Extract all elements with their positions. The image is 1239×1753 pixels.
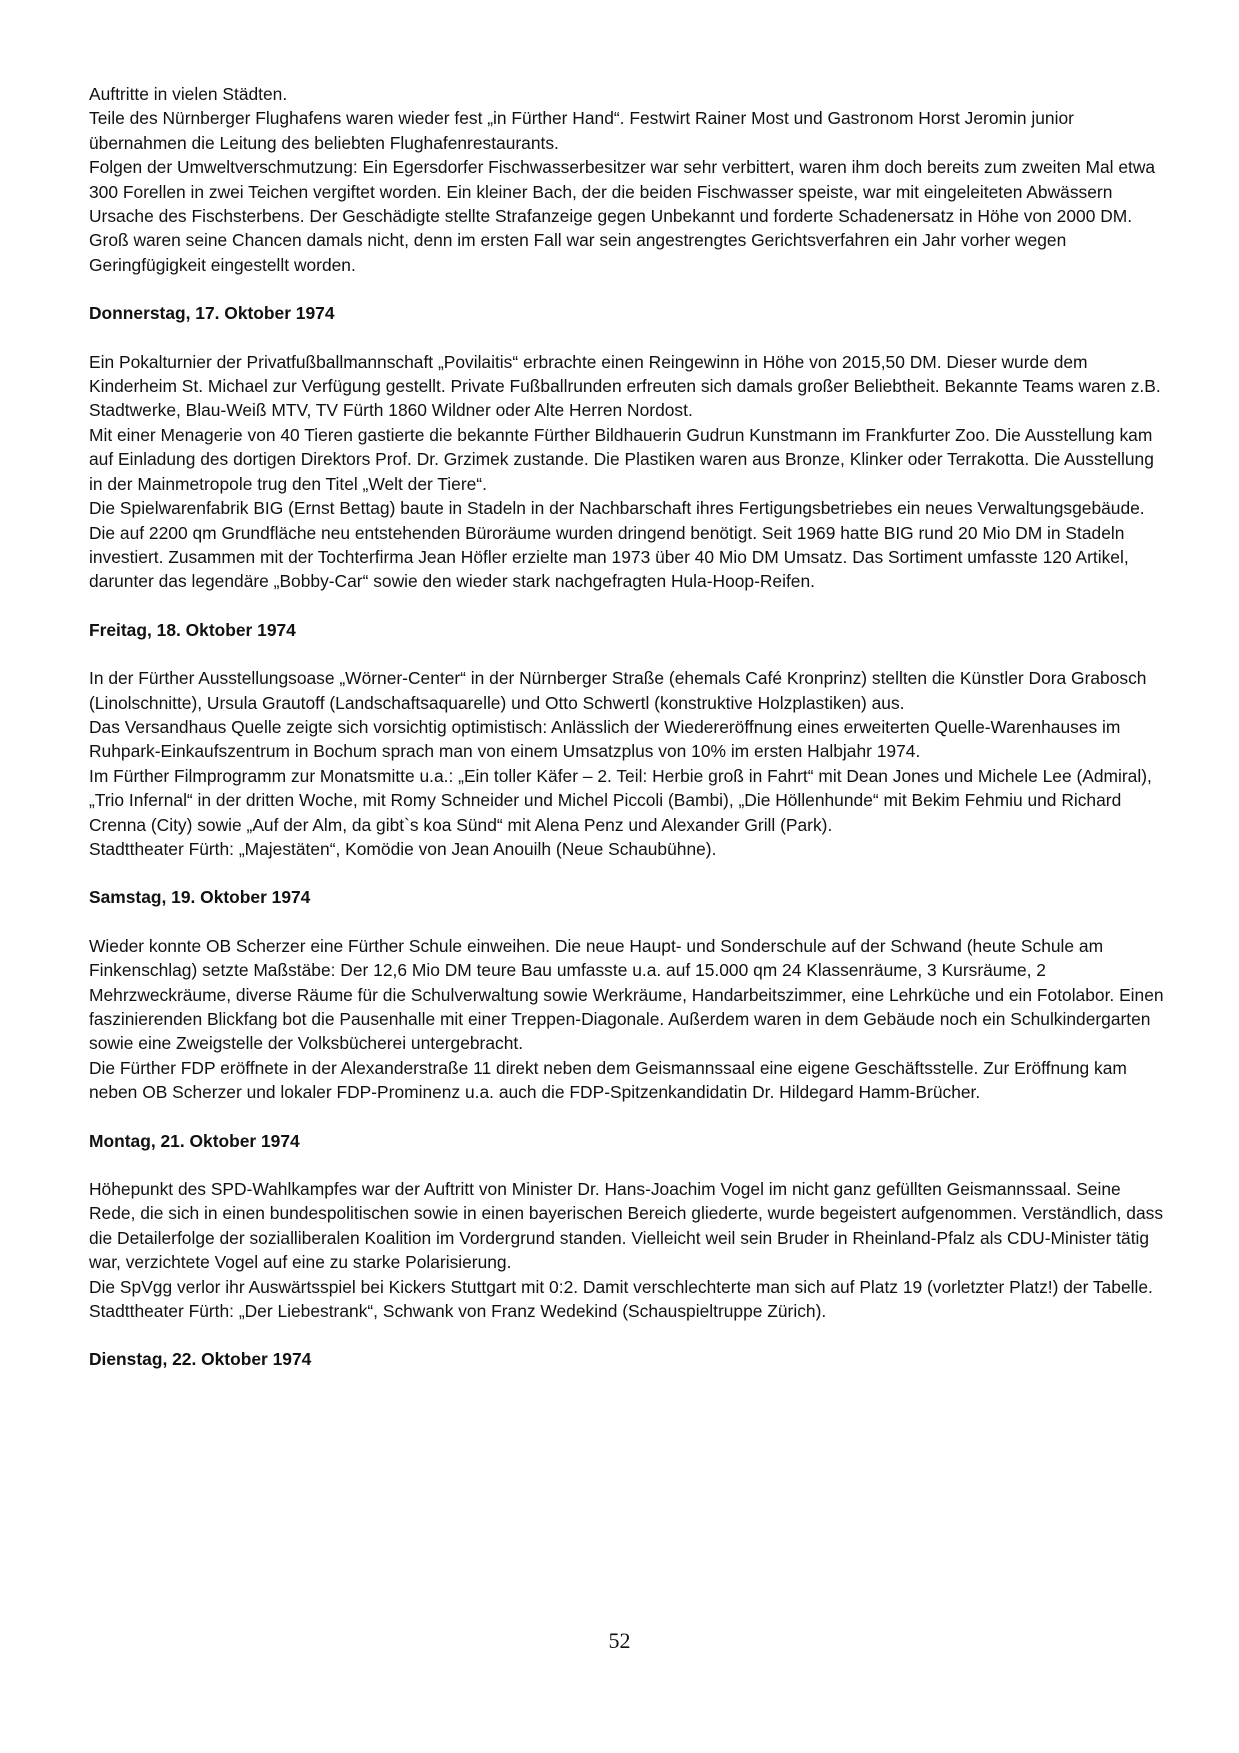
page-number: 52	[608, 1628, 631, 1653]
section-spacer	[89, 910, 1169, 934]
paragraph: Stadttheater Fürth: „Der Liebestrank“, Schwank von Franz Wedekind (Schauspieltruppe Zürich).	[89, 1301, 827, 1322]
document-page	[89, 82, 1169, 1372]
section-spacer	[89, 594, 1169, 618]
section-spacer	[89, 642, 1169, 666]
paragraph: Stadttheater Fürth: „Majestäten“, Komödie von Jean Anouilh (Neue Schaubühne).	[89, 838, 717, 859]
intro-paragraph: Folgen der Umweltverschmutzung: Ein Egersdorfer Fischwasserbesitzer war sehr verbittert, waren ihm doch bereits zum zweiten Mal etwa 300 Forellen in zwei Teichen vergiftet worden. Ein kleiner Bach, der die beiden Fischwasser speiste, war mit eingeleiteten Abwässern Ursache des Fischsterbens. Der Geschädigte stellte Strafanzeige gegen Unbekannt und forderte Schadenersatz in Höhe von 2000 DM. Groß waren seine Chancen damals nicht, denn im ersten Fall war sein angestrengtes Gerichtsverfahren ein Jahr vorher wegen Geringfügigkeit eingestellt worden.	[89, 157, 1156, 275]
paragraph: Mit einer Menagerie von 40 Tieren gastierte die bekannte Fürther Bildhauerin Gudrun Kunstmann im Frankfurter Zoo. Die Ausstellung kam auf Einladung des dortigen Direktors Prof. Dr. Grzimek zustande. Die Plastiken waren aus Bronze, Klinker oder Terrakotta. Die Ausstellung in der Mainmetropole trug den Titel „Welt der Tiere“.	[89, 424, 1154, 494]
date-heading: Donnerstag, 17. Oktober 1974	[89, 303, 335, 324]
intro-paragraph: Auftritte in vielen Städten.	[89, 84, 288, 104]
paragraph: Wieder konnte OB Scherzer eine Fürther Schule einweihen. Die neue Haupt- und Sonderschule auf der Schwand (heute Schule am Finkenschlag) setzte Maßstäbe: Der 12,6 Mio DM teure Bau umfasste u.a. auf 15.000 qm 24 Klassenräume, 3 Kursräume, 2 Mehrzweckräume, diverse Räume für die Schulverwaltung sowie Werkräume, Handarbeitszimmer, eine Lehrküche und ein Fotolabor. Einen faszinierenden Blickfang bot die Pausenhalle mit einer Treppen-Diagonale. Außerdem waren in dem Gebäude noch ein Schulkindergarten sowie eine Zweigstelle der Volksbücherei untergebracht.	[89, 935, 1164, 1054]
section-spacer	[89, 277, 1169, 301]
paragraph: Das Versandhaus Quelle zeigte sich vorsichtig optimistisch: Anlässlich der Wiedereröffnung eines erweiterten Quelle-Warenhauses im Ruhpark-Einkaufszentrum in Bochum sprach man von einem Umsatzplus von 10% im ersten Halbjahr 1974.	[89, 716, 1121, 762]
date-heading: Dienstag, 22. Oktober 1974	[89, 1349, 312, 1370]
paragraph: Die Fürther FDP eröffnete in der Alexanderstraße 11 direkt neben dem Geismannssaal eine eigene Geschäftsstelle. Zur Eröffnung kam neben OB Scherzer und lokaler FDP-Prominenz u.a. auch die FDP-Spitzenkandidatin Dr. Hildegard Hamm-Brücher.	[89, 1057, 1127, 1103]
intro-paragraph: Teile des Nürnberger Flughafens waren wieder fest „in Fürther Hand“. Festwirt Rainer Most und Gastronom Horst Jeromin junior übernahmen die Leitung des beliebten Flughafenrestaurants.	[89, 108, 1074, 153]
paragraph: In der Fürther Ausstellungsoase „Wörner-Center“ in der Nürnberger Straße (ehemals Café Kronprinz) stellten die Künstler Dora Grabosch (Linolschnitte), Ursula Grautoff (Landschaftsaquarelle) und Otto Schwertl (konstruktive Holzplastiken) aus.	[89, 668, 1147, 713]
section-spacer	[89, 1323, 1169, 1347]
section-spacer	[89, 326, 1169, 350]
paragraph: Die SpVgg verlor ihr Auswärtsspiel bei Kickers Stuttgart mit 0:2. Damit verschlechterte man sich auf Platz 19 (vorletzter Platz!) der Tabelle.	[89, 1276, 1153, 1297]
section-spacer	[89, 861, 1169, 885]
date-heading: Montag, 21. Oktober 1974	[89, 1130, 300, 1151]
date-heading: Samstag, 19. Oktober 1974	[89, 887, 311, 908]
section-spacer	[89, 1105, 1169, 1129]
date-heading: Freitag, 18. Oktober 1974	[89, 619, 296, 640]
paragraph: Die Spielwarenfabrik BIG (Ernst Bettag) baute in Stadeln in der Nachbarschaft ihres Fertigungsbetriebes ein neues Verwaltungsgebäude. Die auf 2200 qm Grundfläche neu entstehenden Büroräume wurden dringend benötigt. Seit 1969 hatte BIG rund 20 Mio DM in Stadeln investiert. Zusammen mit der Tochterfirma Jean Höfler erzielte man 1973 über 40 Mio DM Umsatz. Das Sortiment umfasste 120 Artikel, darunter das legendäre „Bobby-Car“ sowie den wieder stark nachgefragten Hula-Hoop-Reifen.	[89, 498, 1145, 592]
paragraph: Im Fürther Filmprogramm zur Monatsmitte u.a.: „Ein toller Käfer – 2. Teil: Herbie groß in Fahrt“ mit Dean Jones und Michele Lee (Admiral), „Trio Infernal“ in der dritten Woche, mit Romy Schneider und Michel Piccoli (Bambi), „Die Höllenhunde“ mit Bekim Fehmiu und Richard Crenna (City) sowie „Auf der Alm, da gibt`s koa Sünd“ mit Alena Penz und Alexander Grill (Park).	[89, 765, 1152, 835]
paragraph: Höhepunkt des SPD-Wahlkampfes war der Auftritt von Minister Dr. Hans-Joachim Vogel im nicht ganz gefüllten Geismannssaal. Seine Rede, die sich in einen bundespolitischen sowie in einen bayerischen Bereich gliederte, wurde begeistert aufgenommen. Verständlich, dass die Detailerfolge der sozialliberalen Koalition im Vordergrund standen. Vielleicht weil sein Bruder in Rheinland-Pfalz als CDU-Minister tätig war, verzichtete Vogel auf eine zu starke Polarisierung.	[89, 1179, 1164, 1273]
section-spacer	[89, 1153, 1169, 1177]
paragraph: Ein Pokalturnier der Privatfußballmannschaft „Povilaitis“ erbrachte einen Reingewinn in Höhe von 2015,50 DM. Dieser wurde dem Kinderheim St. Michael zur Verfügung gestellt. Private Fußballrunden erfreuten sich damals großer Beliebtheit. Bekannte Teams waren z.B. Stadtwerke, Blau-Weiß MTV, TV Fürth 1860 Wildner oder Alte Herren Nordost.	[89, 351, 1161, 421]
